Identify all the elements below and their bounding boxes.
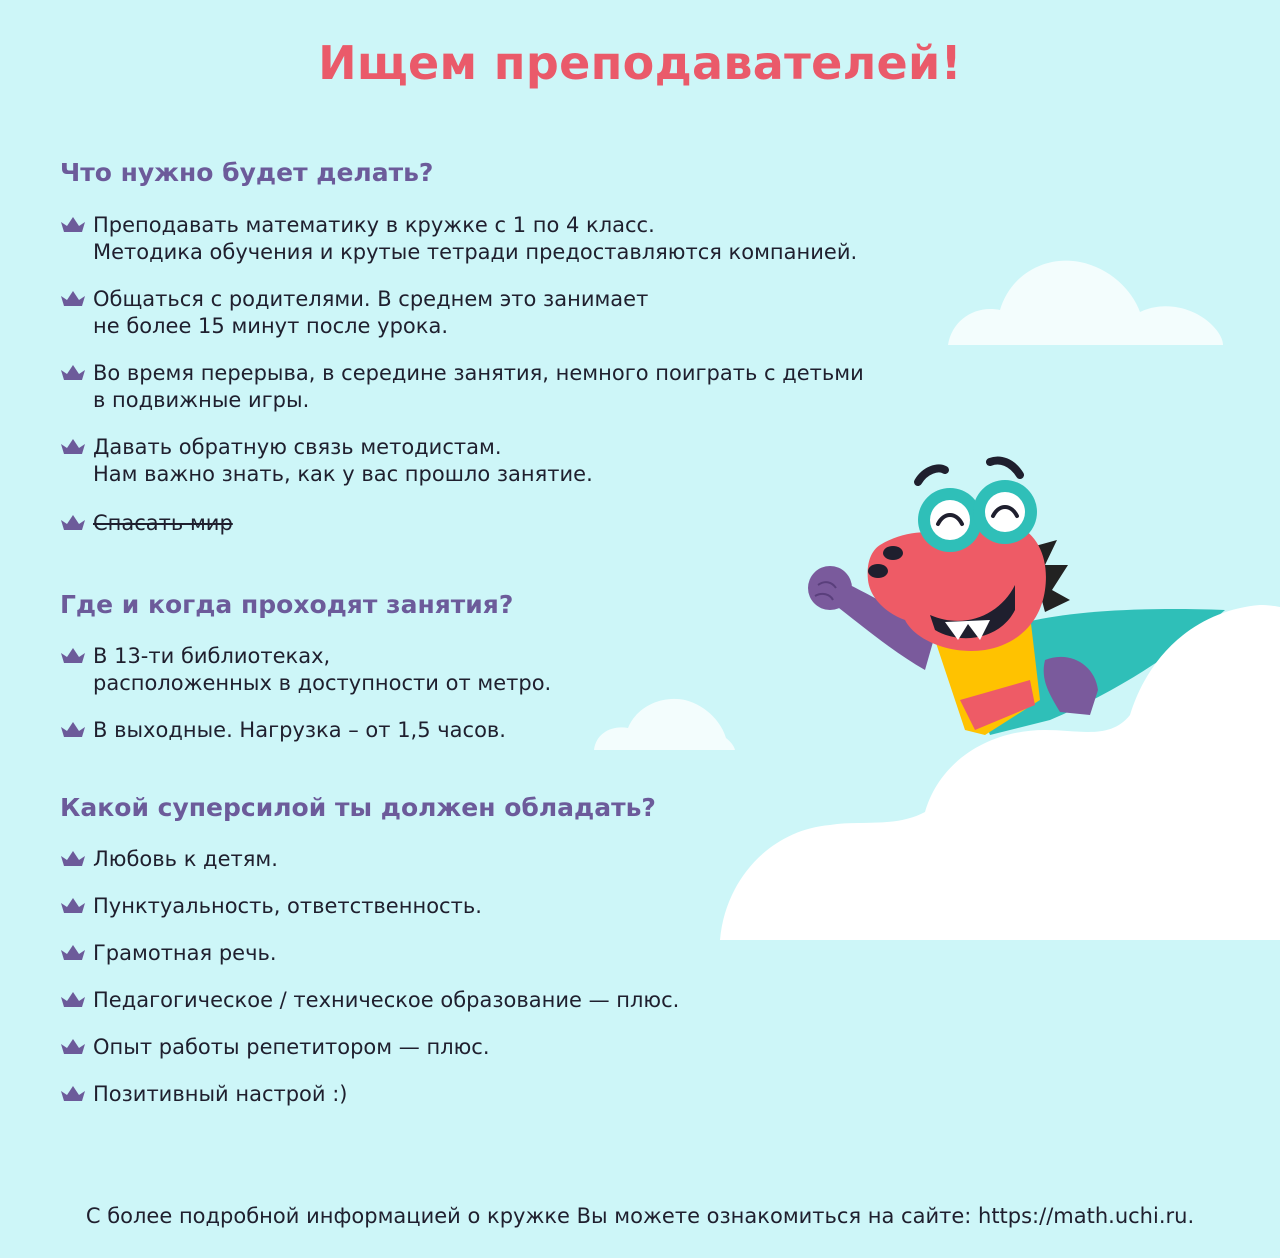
list-item [60,1081,679,1108]
item-line: Опыт работы репетитором — плюс. [93,1035,490,1059]
item-line: Нам важно знать, как у вас прошло занятие. [93,462,593,486]
list-item [60,717,551,744]
list-item [60,360,864,414]
list-item [60,940,679,967]
list-item [60,846,679,873]
item-line: Во время перерыва, в середине занятия, немного поиграть с детьми [93,361,864,385]
item-line: В выходные. Нагрузка – от 1,5 часов. [93,718,506,742]
duties-list [60,212,864,537]
footer-info: С более подробной информацией о кружке Вы можете ознакомиться на сайте: https://math.uchi.ru. [85,1204,1195,1228]
list-item [60,643,551,697]
section-heading-superpowers: Какой суперсилой ты должен обладать? [60,793,656,822]
item-line: Методика обучения и крутые тетради предоставляются компанией. [93,240,858,264]
crown-bullet-icon [60,721,86,738]
crown-bullet-icon [60,514,86,531]
page-title: Ищем преподавателей! [318,36,962,90]
section-heading-duties: Что нужно будет делать? [60,158,434,187]
item-line: Преподавать математику в кружке с 1 по 4 класс. [93,213,655,237]
crown-bullet-icon [60,944,86,961]
crown-bullet-icon [60,647,86,664]
list-item [60,987,679,1014]
small-cloud-middle [594,699,735,750]
crown-bullet-icon [60,290,86,307]
item-line: Грамотная речь. [93,941,277,965]
crown-bullet-icon [60,897,86,914]
list-item [60,510,864,537]
small-cloud-top [948,261,1223,345]
crown-bullet-icon [60,1038,86,1055]
item-line: Пунктуальность, ответственность. [93,894,482,918]
item-line: не более 15 минут после урока. [93,314,448,338]
item-line: Позитивный настрой :) [93,1082,348,1106]
item-line: В 13-ти библиотеках, [93,644,331,668]
where-when-list [60,643,551,744]
item-line: расположенных в доступности от метро. [93,671,552,695]
list-item [60,212,864,266]
item-line: Любовь к детям. [93,847,278,871]
list-item [60,286,864,340]
crown-bullet-icon [60,364,86,381]
list-item [60,434,864,488]
crown-bullet-icon [60,438,86,455]
section-heading-where-when: Где и когда проходят занятия? [60,590,514,619]
list-item [60,1034,679,1061]
item-line: Педагогическое / техническое образование — плюс. [93,988,680,1012]
superpowers-list [60,846,679,1108]
item-line: Общаться с родителями. В среднем это занимает [93,287,649,311]
crown-bullet-icon [60,216,86,233]
crown-bullet-icon [60,1085,86,1102]
crown-bullet-icon [60,850,86,867]
crown-bullet-icon [60,991,86,1008]
item-line: в подвижные игры. [93,388,310,412]
item-line: Давать обратную связь методистам. [93,435,502,459]
list-item [60,893,679,920]
item-line-strikethrough: Спасать мир [93,511,233,535]
